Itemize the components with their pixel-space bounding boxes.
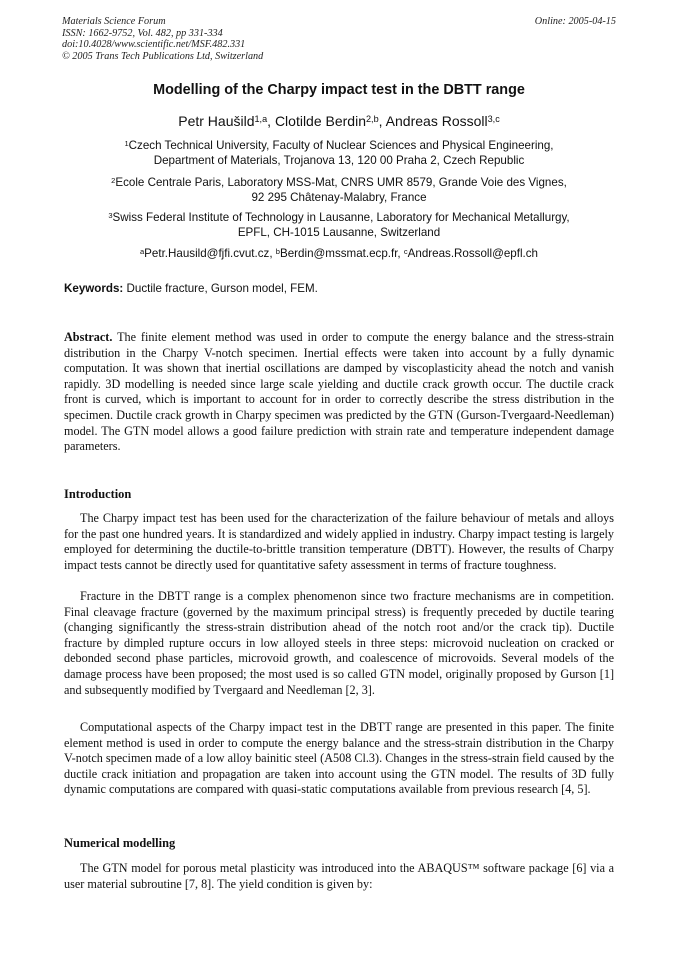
author-list	[0, 113, 678, 129]
author-name: Andreas Rossoll	[385, 113, 488, 129]
email-address: Berdin@mssmat.ecp.fr,	[280, 247, 404, 260]
keywords	[64, 282, 318, 295]
affiliation-line: EPFL, CH-1015 Lausanne, Switzerland	[237, 226, 441, 239]
issn-line: ISSN: 1662-9752, Vol. 482, pp 331-334	[62, 27, 223, 39]
email-superscript: c	[403, 246, 408, 256]
affiliation-line: Swiss Federal Institute of Technology in Lausanne, Laboratory for Mechanical Metallurgy,	[112, 211, 570, 224]
affiliation-line: Ecole Centrale Paris, Laboratory MSS-Mat, CNRS UMR 8579, Grande Voie des Vignes,	[115, 176, 567, 189]
copyright-line: © 2005 Trans Tech Publications Ltd, Switzerland	[62, 50, 264, 62]
email-line	[40, 246, 638, 261]
section-heading-numerical: Numerical modelling	[64, 836, 176, 850]
intro-paragraph-2: Fracture in the DBTT range is a complex phenomenon since two fracture mechanisms are in competition. Final cleavage fracture (governed by the maximum principal stress) is frequently preceded by ductile tearing (changing significantly the stress-strain distribution ahead of the notch root and/or the crack tip). Ductile fracture by dimpled rupture occurs in low alloyed steels in three steps: microvoid nucleation on cracked or debonded second phase particles, microvoid growth, and coalescence of microvoids. Several models of the damage process have been proposed; the most used is so called GTN model, originally proposed by Gurson [1] and subsequently modified by Tvergaard and Needleman [2, 3].	[64, 589, 614, 697]
author-superscript: 1,a	[254, 113, 268, 124]
affiliation-3	[40, 210, 638, 240]
intro-paragraph-3: Computational aspects of the Charpy impact test in the DBTT range are presented in this paper. The finite element method is used in order to compute the energy balance and the stress-strain distribution in the Charpy V-notch specimen made of a low alloy bainitic steel (A508 Cl.3). Changes in the stress-strain field caused by the ductile crack initiation and propagation are taken into account using the GTN model. The results of 3D fully dynamic computations are compared with quasi-static computations available from previous research [4, 5].	[64, 720, 614, 797]
affiliation-superscript: 2	[111, 175, 116, 185]
abstract	[64, 330, 614, 455]
abstract-text: The finite element method was used in order to compute the energy balance and the stress-strain distribution in the Charpy V-notch specimen. Inertial effects were taken into account by a fully dynamic computation. It was shown that inertial oscillations are damped by viscoplasticity ahead the notch and vanish rapidly. 3D modelling is needed since large scale yielding and ductile crack growth occur. The ductile crack front is curved, which is important to account for in order to correctly describe the stress distribution in the specimen. Ductile crack growth in Charpy specimen was predicted by the GTN (Gurson-Tvergaard-Needleman) model. The GTN model allows a good failure prediction with strain rate and temperature independent damage parameters.	[64, 330, 614, 454]
numerical-paragraph-1: The GTN model for porous metal plasticity was introduced into the ABAQUS™ software package [6] via a user material subroutine [7, 8]. The yield condition is given by:	[64, 861, 614, 891]
email-address: Petr.Hausild@fjfi.cvut.cz,	[144, 247, 276, 260]
author-superscript: 2,b	[366, 113, 379, 124]
affiliation-1	[40, 138, 638, 168]
journal-header	[62, 16, 263, 62]
email-address: Andreas.Rossoll@epfl.ch	[407, 247, 539, 260]
author-separator: ,	[267, 113, 275, 129]
intro-paragraph-1: The Charpy impact test has been used for the characterization of the failure behaviour of metals and alloys for the past one hundred years. It is standardized and widely applied in industry. Charpy impact testing is largely employed for determining the ductile-to-brittle transition temperature (DBTT). However, the results of Charpy impact tests cannot be directly used for quantitative safety assessment in terms of fracture toughness.	[64, 511, 614, 572]
author-superscript: 3,c	[487, 113, 500, 124]
section-heading-introduction: Introduction	[64, 487, 132, 501]
journal-name: Materials Science Forum	[62, 16, 166, 27]
keywords-text: Ductile fracture, Gurson model, FEM.	[123, 282, 318, 295]
affiliation-line: Czech Technical University, Faculty of Nuclear Sciences and Physical Engineering,	[128, 139, 554, 152]
author-name: Clotilde Berdin	[274, 113, 366, 129]
doi-line: doi:10.4028/www.scientific.net/MSF.482.331	[62, 39, 246, 51]
online-date: Online: 2005-04-15	[534, 16, 616, 27]
affiliation-line: 92 295 Châtenay-Malabry, France	[251, 191, 427, 204]
affiliation-line: Department of Materials, Trojanova 13, 120 00 Praha 2, Czech Republic	[153, 154, 525, 167]
affiliation-2	[40, 175, 638, 205]
paper-title: Modelling of the Charpy impact test in the DBTT range	[153, 82, 525, 98]
author-name: Petr Haušild	[178, 113, 255, 129]
email-superscript: a	[139, 246, 145, 256]
affiliation-superscript: 3	[108, 210, 113, 220]
affiliation-superscript: 1	[124, 138, 129, 148]
email-superscript: b	[275, 246, 280, 256]
author-separator: ,	[378, 113, 386, 129]
keywords-label: Keywords:	[64, 282, 124, 295]
abstract-label: Abstract.	[64, 330, 113, 344]
